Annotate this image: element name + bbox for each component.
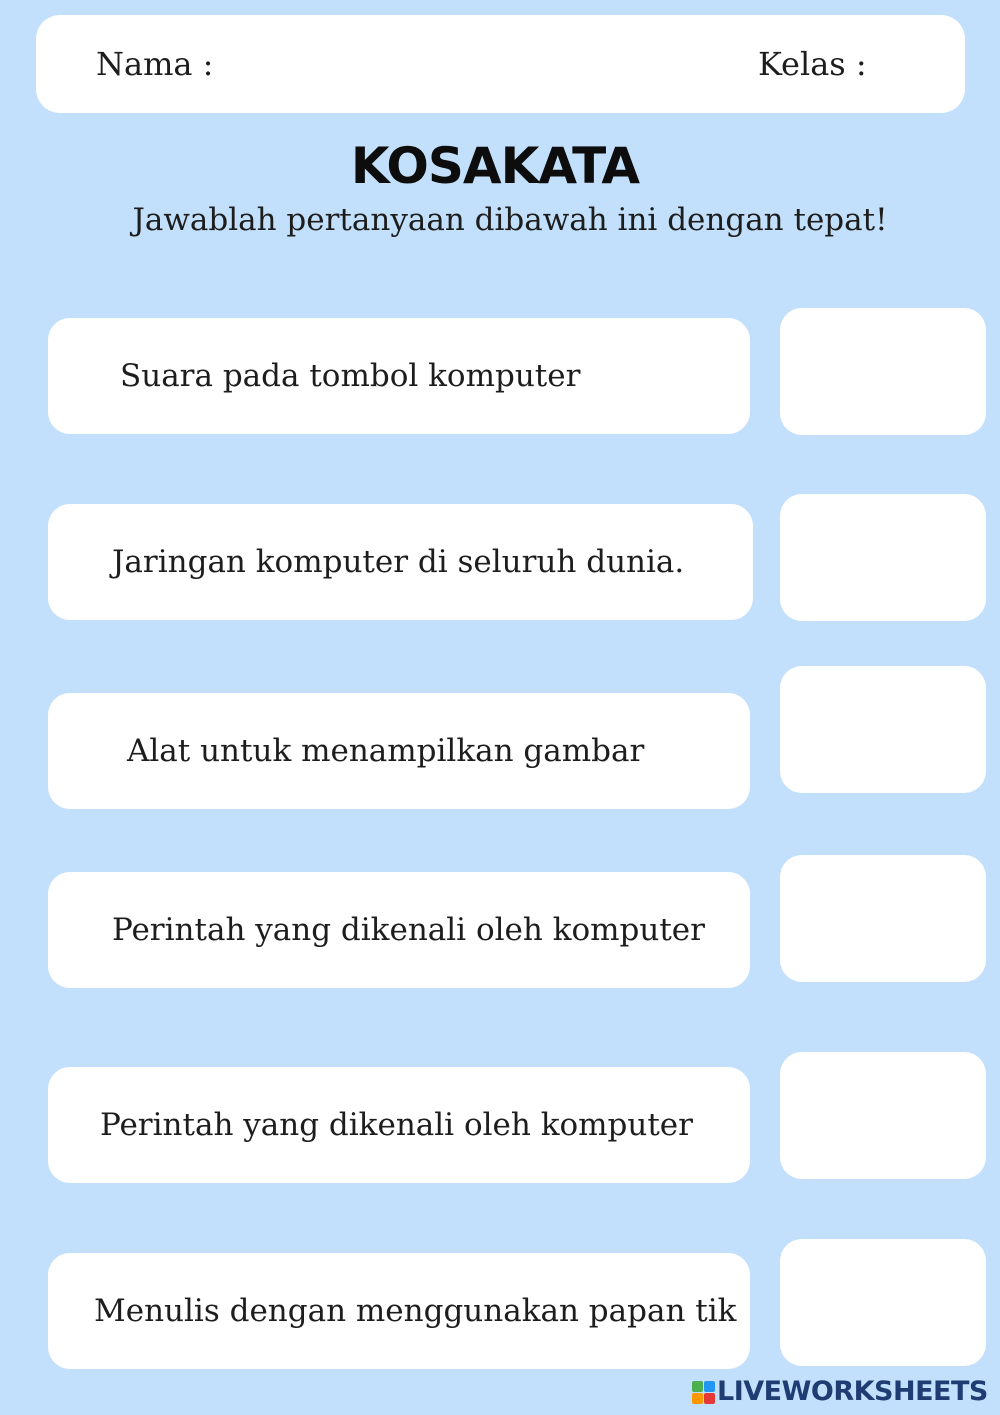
question-card-3 [48,693,750,809]
question-card-1 [48,318,750,434]
worksheet-instruction: Jawablah pertanyaan dibawah ini dengan tepat! [132,202,888,238]
answer-box-5[interactable] [780,1052,986,1179]
liveworksheets-brand[interactable] [692,1376,988,1408]
name-label: Nama : [96,45,214,83]
question-card-2 [48,504,753,620]
worksheet-title: KOSAKATA [350,137,640,195]
question-card-4 [48,872,750,988]
brand-text: LIVEWORKSHEETS [717,1376,988,1407]
question-text-1: Suara pada tombol komputer [120,358,581,394]
answer-box-1[interactable] [780,308,986,435]
question-card-6 [48,1253,750,1369]
question-text-5: Perintah yang dikenali oleh komputer [100,1107,693,1143]
class-label: Kelas : [758,45,867,83]
student-info-card [36,15,965,113]
question-card-5 [48,1067,750,1183]
question-text-2: Jaringan komputer di seluruh dunia. [112,544,685,580]
question-text-6: Menulis dengan menggunakan papan tik [94,1293,737,1329]
question-text-3: Alat untuk menampilkan gambar [127,733,645,769]
answer-box-2[interactable] [780,494,986,621]
answer-box-3[interactable] [780,666,986,793]
question-text-4: Perintah yang dikenali oleh komputer [112,912,705,948]
liveworksheets-logo-icon [692,1381,715,1404]
answer-box-4[interactable] [780,855,986,982]
answer-box-6[interactable] [780,1239,986,1366]
